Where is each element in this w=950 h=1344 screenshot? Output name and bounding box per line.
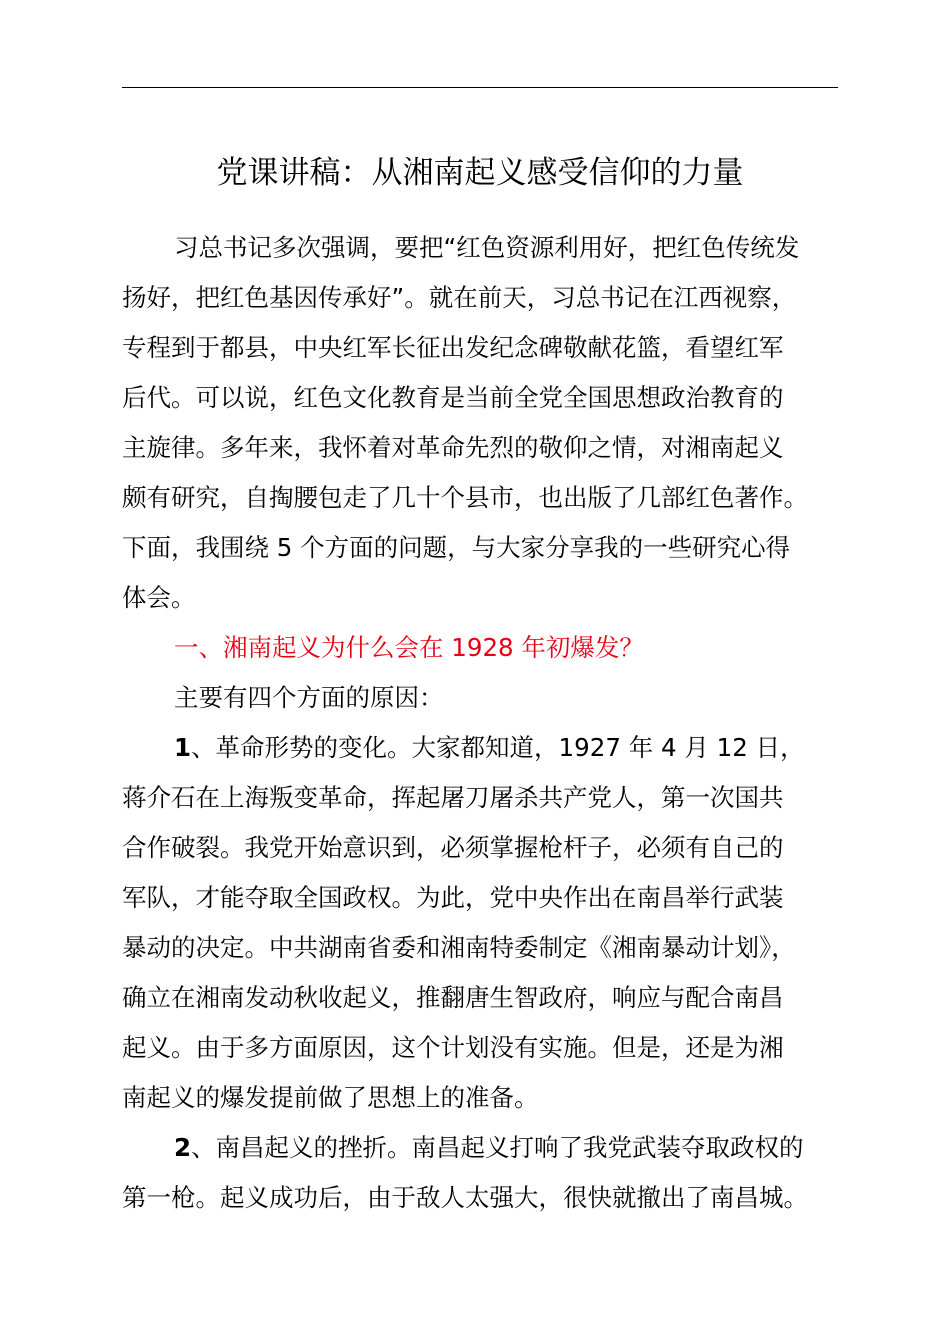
point-2-number: 2: [174, 1133, 192, 1162]
header-rule: [122, 87, 838, 88]
text-line: 军队，才能夺取全国政权。为此，党中央作出在南昌举行武装: [122, 883, 784, 912]
section-1-lead: 主要有四个方面的原因：: [174, 683, 444, 712]
text-line: 下面，我围绕 5 个方面的问题，与大家分享我的一些研究心得: [122, 533, 791, 562]
text-line: 后代。可以说，红色文化教育是当前全党全国思想政治教育的: [122, 383, 784, 412]
text-line: 扬好，把红色基因传承好”。就在前天，习总书记在江西视察，: [122, 283, 797, 312]
point-1-paragraph: [122, 723, 862, 1123]
intro-paragraph: [122, 223, 862, 623]
section-1-heading-paragraph: [122, 623, 862, 673]
text-line: 习总书记多次强调，要把“红色资源利用好，把红色传统发: [174, 233, 800, 262]
point-2-first-line-text: 、南昌起义的挫折。南昌起义打响了我党武装夺取政权的: [191, 1133, 804, 1162]
text-line: 体会。: [122, 583, 196, 612]
section-1-lead-paragraph: [122, 673, 862, 723]
text-line: 颇有研究，自掏腰包走了几十个县市，也出版了几部红色著作。: [122, 483, 808, 512]
point-1-number: 1: [174, 733, 192, 762]
text-line: 合作破裂。我党开始意识到，必须掌握枪杆子，必须有自己的: [122, 833, 784, 862]
document-body: [122, 223, 862, 1223]
point-2-first-line: [122, 1123, 862, 1173]
document-title: 党课讲稿：从湘南起义感受信仰的力量: [216, 155, 744, 191]
text-line: 南起义的爆发提前做了思想上的准备。: [122, 1083, 539, 1112]
point-1-first-line: [122, 723, 862, 773]
text-line: 起义。由于多方面原因，这个计划没有实施。但是，还是为湘: [122, 1033, 784, 1062]
text-line: 暴动的决定。中共湖南省委和湘南特委制定《湘南暴动计划》，: [122, 933, 796, 962]
point-2-paragraph: [122, 1123, 862, 1223]
section-1-heading: 一、湘南起义为什么会在 1928 年初爆发？: [174, 633, 644, 662]
text-line: 确立在湘南发动秋收起义，推翻唐生智政府，响应与配合南昌: [122, 983, 784, 1012]
text-line: 蒋介石在上海叛变革命，挥起屠刀屠杀共产党人，第一次国共: [122, 783, 784, 812]
text-line: 第一枪。起义成功后，由于敌人太强大，很快就撤出了南昌城。: [122, 1183, 808, 1212]
point-1-first-line-text: 、革命形势的变化。大家都知道，1927 年 4 月 12 日，: [191, 733, 805, 762]
text-line: 专程到于都县，中央红军长征出发纪念碑敬献花篮，看望红军: [122, 333, 784, 362]
text-line: 主旋律。多年来，我怀着对革命先烈的敬仰之情，对湘南起义: [122, 433, 784, 462]
